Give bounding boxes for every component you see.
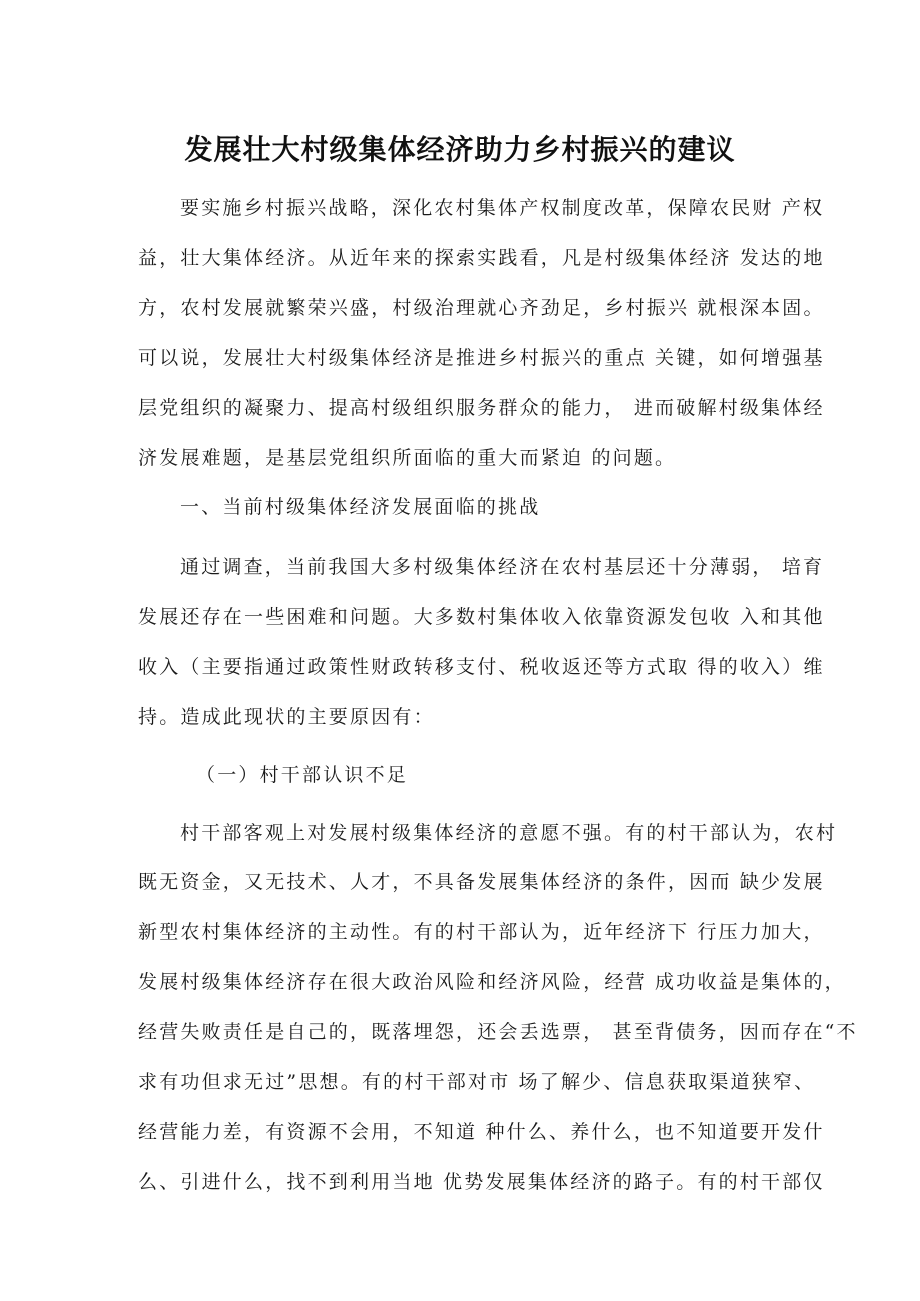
paragraph-line: 要实施乡村振兴战略，深化农村集体产权制度改革，保障农民财 产权: [180, 197, 825, 219]
paragraph-line: 求有功但求无过”思想。有的村干部对市 场了解少、信息获取渠道狭窄、: [138, 1071, 816, 1093]
paragraph-line: 经营能力差，有资源不会用，不知道 种什么、养什么，也不知道要开发什: [138, 1121, 825, 1143]
paragraph-line: 通过调查，当前我国大多村级集体经济在农村基层还十分薄弱， 培育: [180, 556, 825, 578]
document-title: 发展壮大村级集体经济助力乡村振兴的建议: [184, 133, 736, 166]
subsection-heading: （一）村干部认识不足: [196, 764, 409, 786]
paragraph-line: 济发展难题，是基层党组织所面临的重大而紧迫 的问题。: [138, 447, 677, 469]
paragraph-line: 层党组织的凝聚力、提高村级组织服务群众的能力， 进而破解村级集体经: [138, 397, 825, 419]
paragraph-line: 既无资金，又无技术、人才，不具备发展集体经济的条件，因而 缺少发展: [138, 871, 825, 893]
paragraph-line: 村干部客观上对发展村级集体经济的意愿不强。有的村干部认为，农村: [180, 822, 838, 844]
paragraph-line: 收入（主要指通过政策性财政转移支付、税收返还等方式取 得的收入）维: [138, 656, 825, 678]
paragraph-line: 方，农村发展就繁荣兴盛，村级治理就心齐劲足，乡村振兴 就根深本固。: [138, 297, 825, 319]
paragraph-line: 么、引进什么，找不到利用当地 优势发展集体经济的路子。有的村干部仅: [138, 1171, 825, 1193]
paragraph-line: 发展村级集体经济存在很大政治风险和经济风险，经营 成功收益是集体的，: [138, 971, 846, 993]
paragraph-line: 益，壮大集体经济。从近年来的探索实践看，凡是村级集体经济 发达的地: [138, 247, 825, 269]
paragraph-line: 新型农村集体经济的主动性。有的村干部认为，近年经济下 行压力加大，: [138, 921, 825, 943]
paragraph-line: 持。造成此现状的主要原因有：: [138, 706, 435, 728]
paragraph-line: 发展还存在一些困难和问题。大多数村集体收入依靠资源发包收 入和其他: [138, 606, 825, 628]
paragraph-line: 可以说，发展壮大村级集体经济是推进乡村振兴的重点 关键，如何增强基: [138, 347, 825, 369]
section-heading: 一、当前村级集体经济发展面临的挑战: [180, 496, 541, 518]
paragraph-line: 经营失败责任是自己的，既落埋怨，还会丢选票， 甚至背债务，因而存在“不: [138, 1021, 858, 1043]
